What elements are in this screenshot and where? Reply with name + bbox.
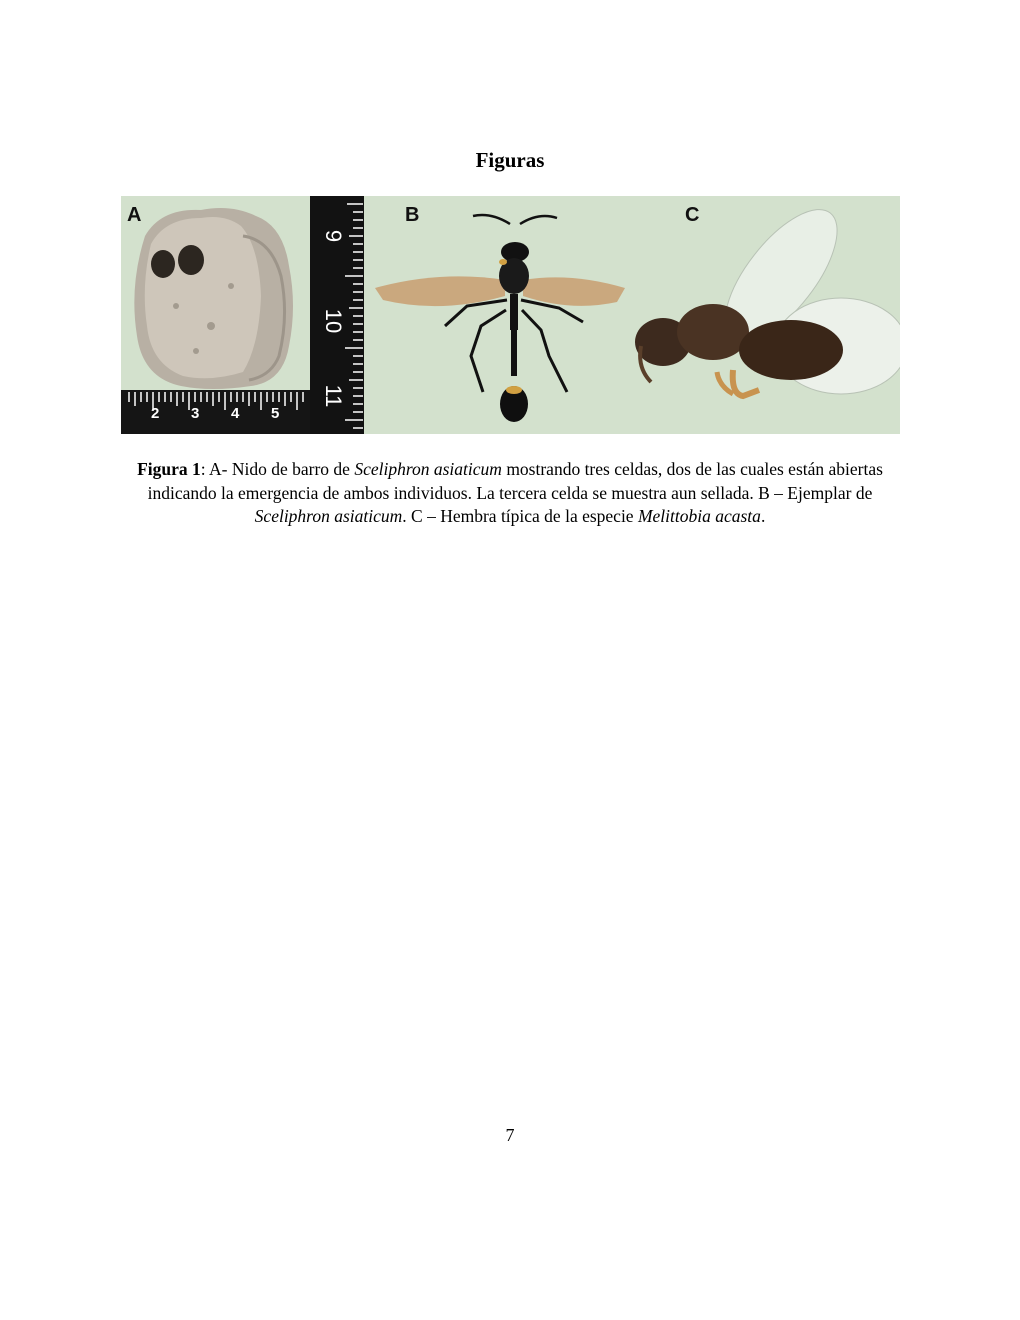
ruler-tick-label: 9 [321,229,346,243]
ruler-tick-label: 10 [321,308,346,334]
ruler-tick-label: 2 [151,405,160,422]
panel-label-c: C [685,204,700,226]
ruler-tick-label: 11 [321,384,346,408]
ruler-tick-label: 5 [271,405,280,422]
caption-text: : A- Nido de barro de [200,459,355,479]
caption-text: . [760,506,766,526]
panel-label-a: A [127,204,142,226]
mud-nest-photo [134,208,293,389]
section-heading: Figuras [475,148,545,172]
caption-species: Sceliphron asiaticum [254,506,403,526]
caption-text: mostrando tres celdas, dos de las cuales están abiertas indicando la emergencia de ambos individuos. La tercera celda se muestra aun sellada. B – Ejemplar de [147,459,883,503]
panel-label-b: B [405,204,420,226]
vertical-ruler [310,196,364,434]
caption-label: Figura 1 [137,459,201,479]
caption-text: . C – Hembra típica de la especie [402,506,638,526]
page-number: 7 [505,1125,515,1145]
caption-species: Melittobia acasta [637,506,761,526]
ruler-tick-label: 3 [191,405,200,422]
caption-species: Sceliphron asiaticum [354,459,502,479]
figure-caption [130,458,890,529]
ruler-tick-label: 4 [231,405,240,422]
figure-1-image [121,196,900,434]
horizontal-ruler [121,390,310,434]
